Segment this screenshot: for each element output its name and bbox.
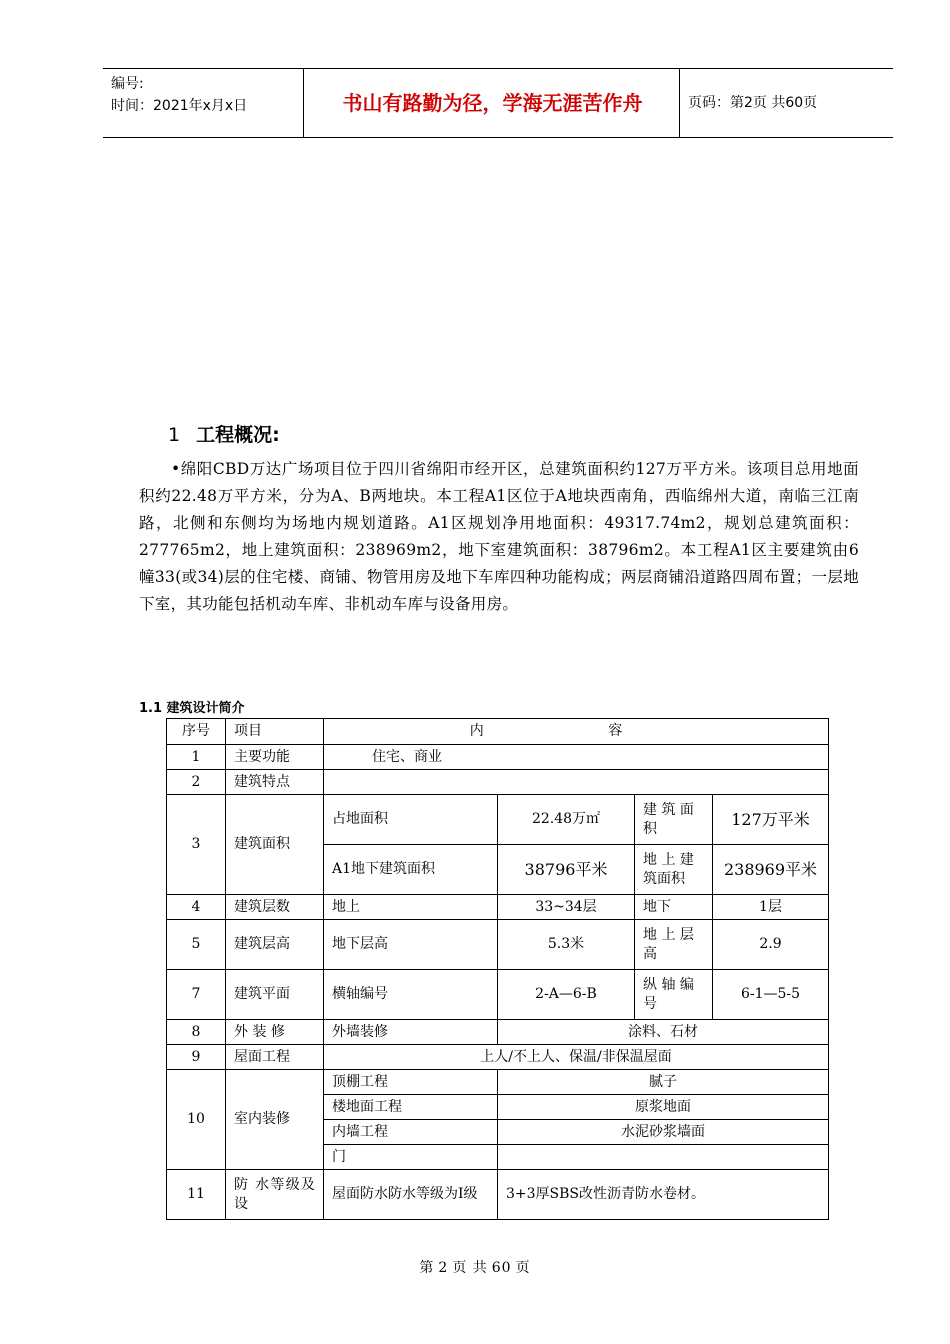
cell-value: 涂料、石材 xyxy=(498,1020,829,1045)
row-no: 10 xyxy=(167,1070,226,1170)
row-value: 住宅、商业 xyxy=(324,745,829,770)
cell-label: 地上 xyxy=(324,895,498,920)
cell-value: 33~34层 xyxy=(498,895,635,920)
cell-value: 2.9 xyxy=(713,920,829,970)
row-item: 建筑平面 xyxy=(226,970,324,1020)
header-page-label: 页码：第2页 共60页 xyxy=(688,95,818,111)
cell-label: 门 xyxy=(324,1145,498,1170)
footer-suffix: 页 xyxy=(515,1260,531,1276)
cell-value: 腻子 xyxy=(498,1070,829,1095)
cell-label: 地下 xyxy=(635,895,713,920)
header-no: 序号 xyxy=(167,719,226,745)
page-footer xyxy=(0,1257,950,1277)
cell-value: 原浆地面 xyxy=(498,1095,829,1120)
table-header-row xyxy=(167,719,829,745)
row-no: 7 xyxy=(167,970,226,1020)
cell-value: 1层 xyxy=(713,895,829,920)
section-title-text: 工程概况: xyxy=(196,424,280,446)
row-no: 11 xyxy=(167,1170,226,1220)
row-item: 外 装 修 xyxy=(226,1020,324,1045)
cell-value: 水泥砂浆墙面 xyxy=(498,1120,829,1145)
footer-page-number: 2 xyxy=(438,1260,449,1276)
cell-value: 2-A—6-B xyxy=(498,970,635,1020)
subsection-title: 1.1 建筑设计简介 xyxy=(139,701,245,716)
row-no: 2 xyxy=(167,770,226,795)
cell-label: 屋面防水防水等级为Ⅰ级 xyxy=(324,1170,498,1220)
cell-value: 5.3米 xyxy=(498,920,635,970)
row-no: 5 xyxy=(167,920,226,970)
cell-label: 楼地面工程 xyxy=(324,1095,498,1120)
document-number-label: 编号: xyxy=(111,76,144,92)
row-item: 室内装修 xyxy=(226,1070,324,1170)
row-item: 建筑面积 xyxy=(226,795,324,895)
cell-label: 内墙工程 xyxy=(324,1120,498,1145)
row-no: 8 xyxy=(167,1020,226,1045)
row-item: 建筑特点 xyxy=(226,770,324,795)
project-overview-paragraph: •绵阳CBD万达广场项目位于四川省绵阳市经开区，总建筑面积约127万平方米。该项目总用地面积约22.48万平方米，分为A、B两地块。本工程A1区位于A地块西南角，西临绵州大道，南临三江南路，北侧和东侧均为场地内规划道路。A1区规划净用地面积：49317.74m2，规划总建筑面积：277765m2，地上建筑面积：238969m2，地下室建筑面积：38796m2。本工程A1区主要建筑由6幢33(或34)层的住宅楼、商铺、物管用房及地下车库四种功能构成；两层商铺沿道路四周布置；一层地下室，其功能包括机动车库、非机动车库与设备用房。 xyxy=(139,460,859,613)
document-time-label: 时间：2021年x月x日 xyxy=(111,98,248,114)
cell-label: 地 上 建筑面积 xyxy=(635,845,713,895)
header-content: 内 容 xyxy=(324,719,829,745)
cell-label: 占地面积 xyxy=(324,795,498,845)
header-divider xyxy=(303,69,304,137)
table-row xyxy=(167,1020,829,1045)
cell-value: 238969平米 xyxy=(713,845,829,895)
table-row xyxy=(167,795,829,845)
table-row xyxy=(167,920,829,970)
cell-value: 22.48万㎡ xyxy=(498,795,635,845)
cell-label: 纵 轴 编号 xyxy=(635,970,713,1020)
cell-label: 建 筑 面积 xyxy=(635,795,713,845)
section-number: 1 xyxy=(168,424,181,446)
cell-label: A1地下建筑面积 xyxy=(324,845,498,895)
table-row xyxy=(167,770,829,795)
cell-label: 横轴编号 xyxy=(324,970,498,1020)
table-row xyxy=(167,745,829,770)
cell-label: 外墙装修 xyxy=(324,1020,498,1045)
footer-mid: 页 共 xyxy=(452,1260,488,1276)
cell-value: 6-1—5-5 xyxy=(713,970,829,1020)
header-item: 项目 xyxy=(226,719,324,745)
row-item: 防 水等级及设 xyxy=(226,1170,324,1220)
cell-label: 顶棚工程 xyxy=(324,1070,498,1095)
row-item: 建筑层数 xyxy=(226,895,324,920)
table-row xyxy=(167,1045,829,1070)
header-motto: 书山有路勤为径，学海无涯苦作舟 xyxy=(342,91,643,115)
table-row xyxy=(167,1070,829,1095)
footer-prefix: 第 xyxy=(419,1260,435,1276)
cell-value: 3+3厚SBS改性沥青防水卷材。 xyxy=(498,1170,829,1220)
row-no: 4 xyxy=(167,895,226,920)
design-summary-table xyxy=(166,718,829,1220)
row-no: 1 xyxy=(167,745,226,770)
row-item: 屋面工程 xyxy=(226,1045,324,1070)
cell-value: 38796平米 xyxy=(498,845,635,895)
table-row xyxy=(167,970,829,1020)
footer-total-pages: 60 xyxy=(491,1260,512,1276)
row-no: 9 xyxy=(167,1045,226,1070)
table-row xyxy=(167,1170,829,1220)
row-value xyxy=(324,770,829,795)
row-item: 建筑层高 xyxy=(226,920,324,970)
cell-value: 127万平米 xyxy=(713,795,829,845)
cell-value xyxy=(498,1145,829,1170)
section-title xyxy=(168,420,280,447)
row-no: 3 xyxy=(167,795,226,895)
page-header xyxy=(103,68,893,138)
header-meta xyxy=(111,73,247,117)
cell-label: 地 上 层高 xyxy=(635,920,713,970)
row-item: 主要功能 xyxy=(226,745,324,770)
cell-label: 地下层高 xyxy=(324,920,498,970)
table-row xyxy=(167,895,829,920)
row-value: 上人/不上人、保温/非保温屋面 xyxy=(324,1045,829,1070)
header-divider xyxy=(679,69,680,137)
